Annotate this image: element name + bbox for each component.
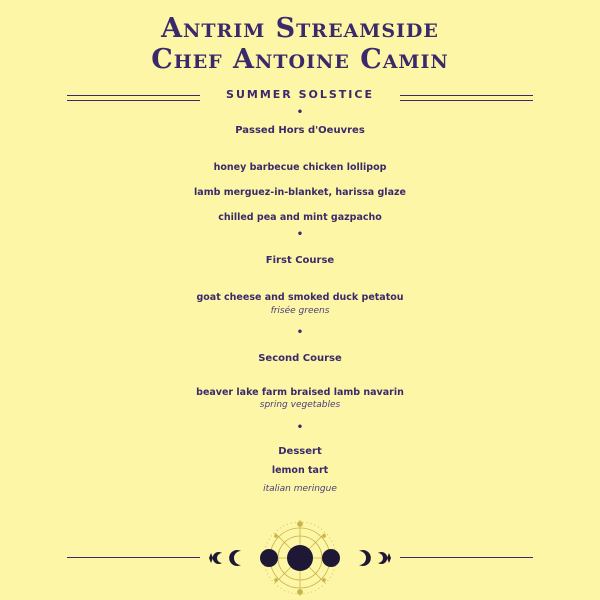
footer-rule-right [400, 557, 533, 558]
dish-lemon-tart: lemon tart [271, 465, 329, 476]
dish-note-italian-meringue: italian meringue [263, 484, 337, 494]
course-heading-dessert: Dessert [278, 446, 322, 457]
section-divider-dot: • [296, 422, 304, 433]
moon-phases-icon [200, 518, 400, 598]
menu-subtitle: SUMMER SOLSTICE [226, 88, 374, 101]
dish-note-frisee: frisée greens [270, 306, 330, 316]
dish-goat-cheese-petatou: goat cheese and smoked duck petatou [196, 292, 404, 303]
dish-pea-gazpacho: chilled pea and mint gazpacho [218, 212, 382, 223]
section-divider-dot: • [296, 327, 304, 338]
subtitle-rule-right [400, 95, 533, 101]
section-divider-dot: • [296, 107, 304, 118]
dish-chicken-lollipop: honey barbecue chicken lollipop [213, 162, 387, 173]
dish-note-spring-vegetables: spring vegetables [259, 400, 341, 410]
menu-title-line-1: Antrim Streamside [161, 13, 439, 44]
course-heading-hors-doeuvres: Passed Hors d'Oeuvres [235, 125, 365, 136]
dish-lamb-merguez: lamb merguez-in-blanket, harissa glaze [194, 187, 406, 198]
course-heading-second: Second Course [258, 353, 342, 364]
course-heading-first: First Course [265, 255, 335, 266]
menu-title-line-2: Chef Antoine Camin [151, 44, 449, 75]
section-divider-dot: • [296, 229, 304, 240]
dish-lamb-navarin: beaver lake farm braised lamb navarin [196, 387, 404, 398]
footer-rule-left [67, 557, 200, 558]
